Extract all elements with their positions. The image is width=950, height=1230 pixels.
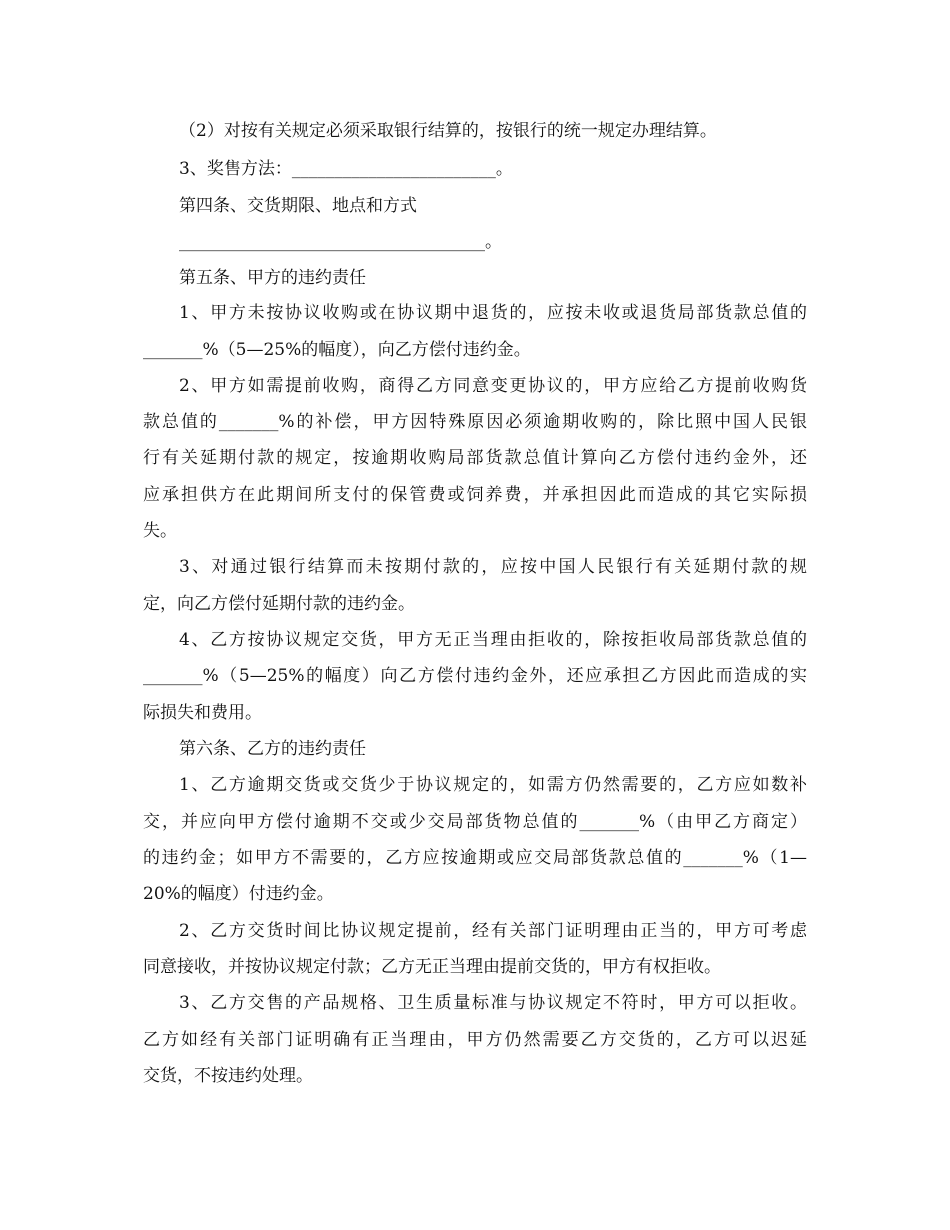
clause-4-2-settlement: （2）对按有关规定必须采取银行结算的，按银行的统一规定办理结算。 — [179, 121, 717, 141]
article-6-item-3-line-3: 交货，不按违约处理。 — [143, 1066, 313, 1086]
article-6-heading: 第六条、乙方的违约责任 — [179, 739, 366, 759]
article-5-item-4-line-1: 4、乙方按协议规定交货，甲方无正当理由拒收的，除按拒收局部货款总值的 — [179, 630, 807, 650]
article-5-item-2-line-5: 失。 — [143, 521, 177, 541]
article-5-item-2-line-3: 行有关延期付款的规定，按逾期收购局部货款总值计算向乙方偿付违约金外，还 — [143, 448, 807, 468]
article-5-item-1-line-1: 1、甲方未按协议收购或在协议期中退货的，应按未收或退货局部货款总值的 — [179, 303, 807, 323]
article-6-item-2-line-1: 2、乙方交货时间比协议规定提前，经有关部门证明理由正当的，甲方可考虑 — [179, 921, 807, 941]
article-5-item-2-line-4: 应承担供方在此期间所支付的保管费或饲养费，并承担因此而造成的其它实际损 — [143, 485, 807, 505]
article-5-item-2-line-2: 款总值的_______%的补偿，甲方因特殊原因必须逾期收购的，除比照中国人民银 — [143, 412, 807, 432]
article-4-blank-line: ____________________________________。 — [179, 232, 502, 252]
article-6-item-1-line-4: 20%的幅度）付违约金。 — [143, 884, 334, 904]
article-6-item-1-line-2: 交，并应向甲方偿付逾期不交或少交局部货物总值的_______%（由甲乙方商定） — [143, 812, 807, 832]
article-5-heading: 第五条、甲方的违约责任 — [179, 268, 366, 288]
article-5-item-4-line-3: 际损失和费用。 — [143, 703, 262, 723]
article-4-heading: 第四条、交货期限、地点和方式 — [179, 196, 417, 216]
article-5-item-2-line-1: 2、甲方如需提前收购，商得乙方同意变更协议的，甲方应给乙方提前收购货 — [179, 376, 807, 396]
clause-4-3-reward-method: 3、奖售方法：________________________。 — [179, 159, 513, 179]
article-5-item-1-line-2: _______%（5—25%的幅度），向乙方偿付违约金。 — [143, 340, 531, 360]
article-5-item-4-line-2: _______%（5—25%的幅度）向乙方偿付违约金外，还应承担乙方因此而造成的实 — [143, 666, 807, 686]
article-6-item-3-line-1: 3、乙方交售的产品规格、卫生质量标准与协议规定不符时，甲方可以拒收。 — [179, 993, 807, 1013]
article-5-item-3-line-2: 定，向乙方偿付延期付款的违约金。 — [143, 594, 415, 614]
article-6-item-1-line-1: 1、乙方逾期交货或交货少于协议规定的，如需方仍然需要的，乙方应如数补 — [179, 775, 807, 795]
article-6-item-3-line-2: 乙方如经有关部门证明确有正当理由，甲方仍然需要乙方交货的，乙方可以迟延 — [143, 1030, 807, 1050]
article-6-item-2-line-2: 同意接收，并按协议规定付款；乙方无正当理由提前交货的，甲方有权拒收。 — [143, 957, 721, 977]
article-6-item-1-line-3: 的违约金；如甲方不需要的，乙方应按逾期或应交局部货款总值的_______%（1— — [143, 848, 807, 868]
article-5-item-3-line-1: 3、对通过银行结算而未按期付款的，应按中国人民银行有关延期付款的规 — [179, 557, 807, 577]
